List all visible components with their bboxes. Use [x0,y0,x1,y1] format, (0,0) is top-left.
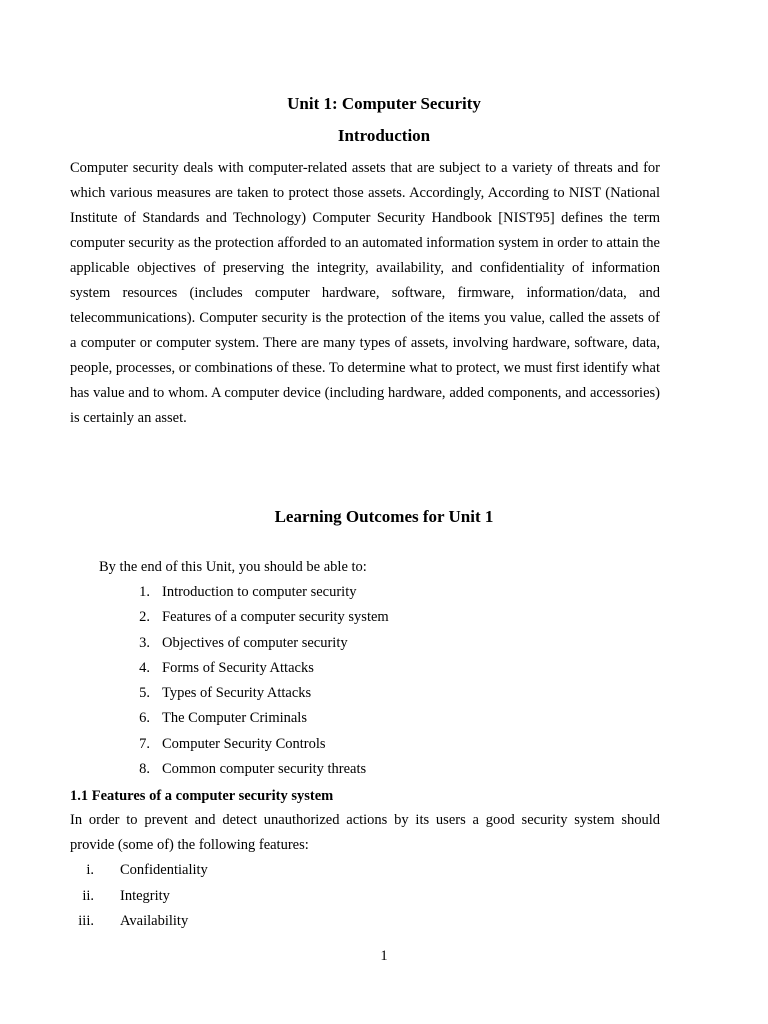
intro-heading: Introduction [337,126,431,145]
list-item-text: Availability [120,913,189,929]
list-item-text: Forms of Security Attacks [162,659,314,676]
list-item-number: 3. [139,634,150,651]
list-item-number: 7. [139,735,150,752]
list-item [0,683,768,708]
intro-paragraph: Computer security deals with computer-related assets that are subject to a variety of threats and for which various measures are taken to protect those assets. Accordingly, According to NIST (National Institute of Standards and Technology) Computer Security Handbook [NIST95] defines the term computer security as the protection afforded to an automated information system in order to attain the applicable objectives of preserving the integrity, availability, and confidentiality of information system resources (includes computer hardware, software, firmware, information/data, and telecommunications). Computer security is the protection of the items you value, called the assets of a computer or computer system. There are many types of assets, involving hardware, software, data, people, processes, or combinations of these. To determine what to protect, we must first identify what has value and to whom. A computer device (including hardware, added components, and accessories) is certainly an asset. [70,160,660,426]
list-item-number: 4. [139,659,150,676]
list-item-text: Integrity [120,887,170,904]
section-paragraph: In order to prevent and detect unauthorized actions by its users a good security system should provide (some of) the following features: [70,812,660,853]
list-item-number: 6. [139,710,150,727]
list-item-text: The Computer Criminals [162,710,307,727]
list-item [0,734,768,759]
list-item-text: Types of Security Attacks [162,685,312,702]
list-item [0,658,768,683]
list-item-number: iii. [78,913,94,929]
list-item-text: Objectives of computer security [162,634,348,651]
unit-title: Unit 1: Computer Security [287,94,481,113]
list-item-text: Confidentiality [120,862,208,878]
outcomes-lead: By the end of this Unit, you should be able to: [99,559,367,575]
list-item-number: 8. [139,761,150,778]
list-item-number: 1. [139,584,150,600]
list-item [0,860,768,886]
features-list [0,860,768,937]
list-item-text: Computer Security Controls [162,735,326,752]
list-item [0,911,768,937]
section-heading: 1.1 Features of a computer security system [70,788,334,804]
list-item-number: 5. [139,685,150,702]
list-item-number: ii. [82,887,94,904]
outcomes-heading: Learning Outcomes for Unit 1 [274,507,494,526]
list-item-text: Features of a computer security system [162,609,389,626]
list-item [0,886,768,912]
list-item [0,759,768,784]
list-item [0,582,768,607]
list-item [0,633,768,658]
outcomes-list [0,582,768,784]
list-item [0,708,768,733]
list-item-number: 2. [139,609,150,626]
list-item-text: Introduction to computer security [162,584,357,600]
page-number: 1 [380,948,388,964]
list-item-text: Common computer security threats [162,761,367,778]
list-item [0,607,768,632]
list-item-number: i. [86,862,94,878]
